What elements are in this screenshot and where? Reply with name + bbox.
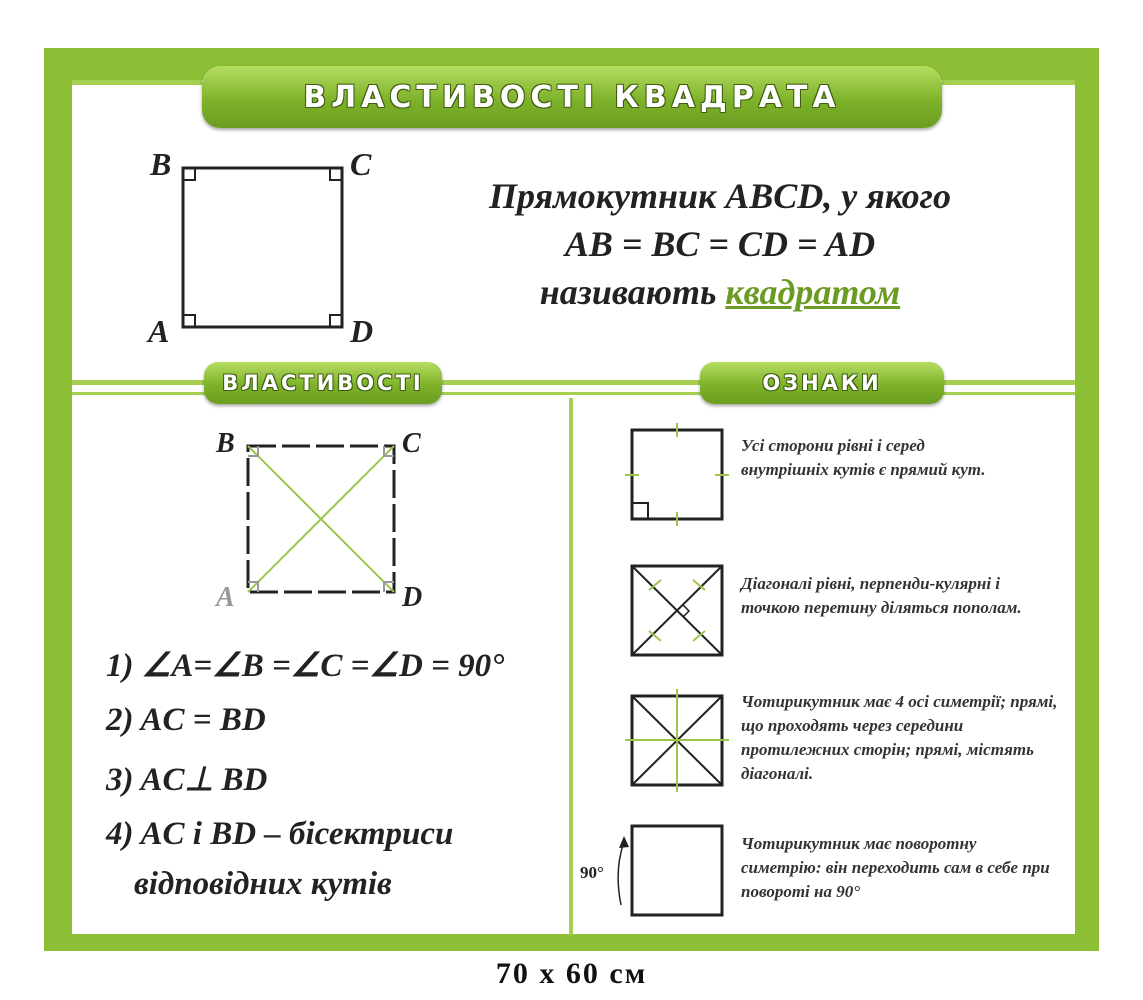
sign-3-figure (625, 689, 729, 792)
sign-1-figure (625, 423, 729, 526)
rotation-arrow-icon (618, 842, 624, 905)
prop-vertex-a: A (216, 582, 235, 613)
property-4-cont: відповідних кутів (134, 866, 392, 902)
top-vertex-d: D (350, 313, 374, 349)
prop-vertex-d: D (402, 582, 423, 613)
definition-prefix: називають (539, 272, 726, 312)
prop-vertex-b: B (216, 428, 235, 459)
property-3: 3) AC⊥ BD (106, 762, 268, 798)
definition-line-2: AB = BC = CD = AD (564, 224, 876, 264)
property-2: 2) AC = BD (106, 702, 266, 738)
property-1: 1) ∠A=∠B =∠C =∠D = 90° (106, 648, 505, 684)
top-vertex-c: C (350, 146, 372, 182)
sign-4-text: Чотирикутник має поворотну симетрію: він переходить сам в себе при повороті на 90° (741, 834, 1050, 901)
signs-heading: ОЗНАКИ (762, 371, 882, 395)
top-vertex-a: A (148, 313, 170, 349)
top-vertex-b: B (150, 146, 172, 182)
page-title: ВЛАСТИВОСТІ КВАДРАТА (303, 79, 841, 115)
prop-vertex-c: C (402, 428, 421, 459)
definition-keyword: квадратом (725, 272, 901, 312)
sign-2-figure (632, 566, 722, 655)
properties-square (248, 446, 394, 592)
sign-3-text: Чотирикутник має 4 осі симетрії; прямі, що проходять через середини протилежних сторін; прямі, містять діагоналі. (741, 692, 1058, 783)
definition-square (183, 168, 342, 327)
sign-1-text: Усі сторони рівні і серед внутрішніх кутів є прямий кут. (741, 436, 986, 479)
sign-4-figure (618, 826, 722, 915)
definition-line-1: Прямокутник ABCD, у якого (489, 176, 951, 216)
rotation-label: 90° (580, 863, 604, 882)
size-label: 70 x 60 см (495, 957, 648, 990)
properties-heading: ВЛАСТИВОСТІ (222, 371, 424, 395)
property-4: 4) AC і BD – бісектриси (106, 816, 454, 852)
sign-2-text: Діагоналі рівні, перпенди-кулярні і точкою перетину діляться пополам. (741, 574, 1022, 617)
